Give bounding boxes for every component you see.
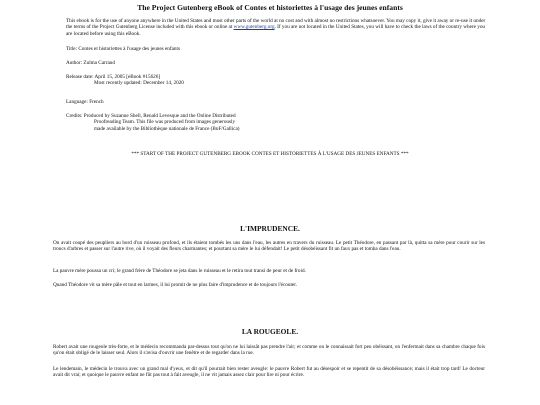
meta-credits-line-3: made available by the Bibliothèque nationale de France (BnF/Gallica) — [94, 125, 240, 132]
meta-release-date: Release date: April 15, 2005 [eBook #15626] — [66, 74, 161, 80]
license-text-end: . If you are not located in the United States, you will have to check the laws of the country where you are located before using this eBook. — [66, 24, 486, 37]
section-heading: L'IMPRUDENCE. — [240, 224, 300, 233]
meta-credits-line-2: Proofreading Team. This file was produced from images generously — [94, 119, 236, 126]
section-paragraph: Robert avait une rougeole très-forte, et le médecin recommanda par-dessus tout qu'on ne lui laissât pas prendre l'air; et comme on le connaissait fort peu obéissant, on l'enfermait dans sa chambre chaque fois qu'on était obligé de le laisser seul. Alors il s'avisa d'ouvrir une fenêtre et de regarder dans la rue. — [53, 344, 485, 357]
license-paragraph — [66, 18, 486, 37]
meta-credits-line-1: Credits: Produced by Suzanne Shell, Renald Levesque and the Online Distributed — [66, 113, 236, 119]
meta-release — [66, 74, 184, 87]
section-paragraph: La pauvre mère poussa un cri; le grand frère de Théodore se jeta dans le ruisseau et le retira tout transi de peur et de froid. — [53, 268, 306, 274]
page-title: The Project Gutenberg eBook of Contes et historiettes à l'usage des jeunes enfants — [137, 3, 403, 12]
meta-credits — [66, 113, 240, 132]
meta-language: Language: French — [66, 99, 104, 105]
gutenberg-link[interactable]: www.gutenberg.org — [233, 24, 275, 31]
start-marker: *** START OF THE PROJECT GUTENBERG EBOOK CONTES ET HISTORIETTES À L'USAGE DES JEUNES ENFANTS *** — [131, 151, 409, 157]
section-paragraph: Quand Théodore vit sa mère pâle et tout en larmes, il lui promit de ne plus faire d'imprudence et de toujours l'écouter. — [53, 282, 297, 288]
section-paragraph: Le lendemain, le médecin le trouva avec un grand mal d'yeux, et dit qu'il pourrait bien rester aveugle: le pauvre Robert fut au désespoir et se repentit de sa désobéissance; mais il était trop tard! Le docteur avait dit vrai; et quoique le pauvre enfant ne fût pas tout à fait aveugle, il ne vit jamais assez clair pour lire ni pour écrire. — [53, 366, 485, 379]
meta-title: Title: Contes et historiettes à l'usage des jeunes enfants — [66, 46, 180, 52]
section-paragraph: On avait coupé des peupliers au bord d'un ruisseau profond, et ils étaient tombés les uns dans l'eau, les autres en travers du ruisseau. Le petit Théodore, en passant par là, quitta sa mère pour courir sur les troncs d'arbres et passer sur l'autre rive, où il voyait des fleurs charmantes; et pourtant sa mère le lui défendait! Le petit désobéissant fit un faux pas et tomba dans l'eau. — [53, 240, 485, 253]
meta-author: Author: Zulma Carraud — [66, 60, 115, 66]
license-text-start: This ebook is for the use of anyone anywhere in the United States and most other parts of the world at no cost and with almost no restrictions whatsoever. You may copy it, give it away or re-use it under the terms of the Project Gutenberg License included with this ebook or online at — [66, 18, 486, 31]
meta-updated-date: Most recently updated: December 14, 2020 — [94, 80, 184, 87]
section-heading: LA ROUGEOLE. — [241, 327, 299, 336]
